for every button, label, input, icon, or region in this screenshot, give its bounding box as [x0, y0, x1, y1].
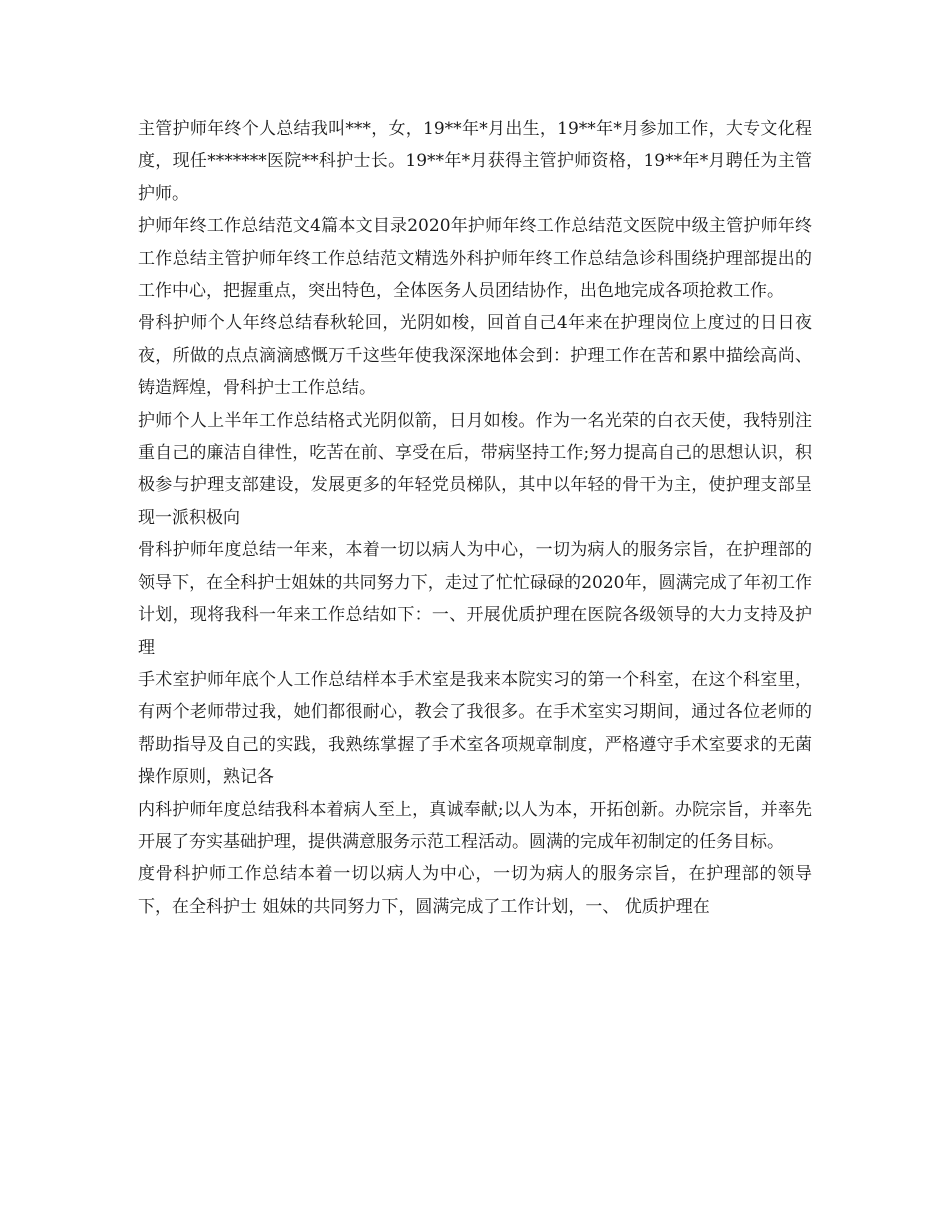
document-page [138, 113, 812, 923]
paragraph: 骨科护师年度总结一年来，本着一切以病人为中心，一切为病人的服务宗旨，在护理部的领导下，在全科护士姐妹的共同努力下，走过了忙忙碌碌的2020年，圆满完成了年初工作计划，现将我科一年来工作总结如下：一、开展优质护理在医院各级领导的大力支持及护理 [138, 540, 812, 658]
paragraph: 度骨科护师工作总结本着一切以病人为中心，一切为病人的服务宗旨，在护理部的领导下，在全科护士 姐妹的共同努力下，圆满完成了工作计划，一、 优质护理在 [138, 864, 812, 917]
paragraph: 内科护师年度总结我科本着病人至上，真诚奉献;以人为本，开拓创新。办院宗旨，并率先开展了夯实基础护理，提供满意服务示范工程活动。圆满的完成年初制定的任务目标。 [138, 799, 812, 852]
paragraph: 骨科护师个人年终总结春秋轮回，光阴如梭，回首自己4年来在护理岗位上度过的日日夜夜，所做的点点滴滴感慨万千这些年使我深深地体会到：护理工作在苦和累中描绘高尚、铸造辉煌，骨科护士工作总结。 [138, 313, 812, 399]
paragraph: 护师年终工作总结范文4篇本文目录2020年护师年终工作总结范文医院中级主管护师年终工作总结主管护师年终工作总结范文精选外科护师年终工作总结急诊科围绕护理部提出的工作中心，把握重点，突出特色，全体医务人员团结协作，出色地完成各项抢救工作。 [138, 216, 812, 302]
paragraph: 手术室护师年底个人工作总结样本手术室是我来本院实习的第一个科室，在这个科室里，有两个老师带过我，她们都很耐心，教会了我很多。在手术室实习期间，通过各位老师的帮助指导及自己的实践，我熟练掌握了手术室各项规章制度，严格遵守手术室要求的无菌操作原则，熟记各 [138, 669, 812, 788]
paragraph: 主管护师年终个人总结我叫***，女，19**年*月出生，19**年*月参加工作，大专文化程度，现任*******医院**科护士长。19**年*月获得主管护师资格，19**年*月聘任为主管护师。 [138, 119, 812, 204]
paragraph: 护师个人上半年工作总结格式光阴似箭，日月如梭。作为一名光荣的白衣天使，我特别注重自己的廉洁自律性，吃苦在前、享受在后，带病坚持工作;努力提高自己的思想认识，积极参与护理支部建设，发展更多的年轻党员梯队，其中以年轻的骨干为主，使护理支部呈现一派积极向 [138, 410, 812, 528]
